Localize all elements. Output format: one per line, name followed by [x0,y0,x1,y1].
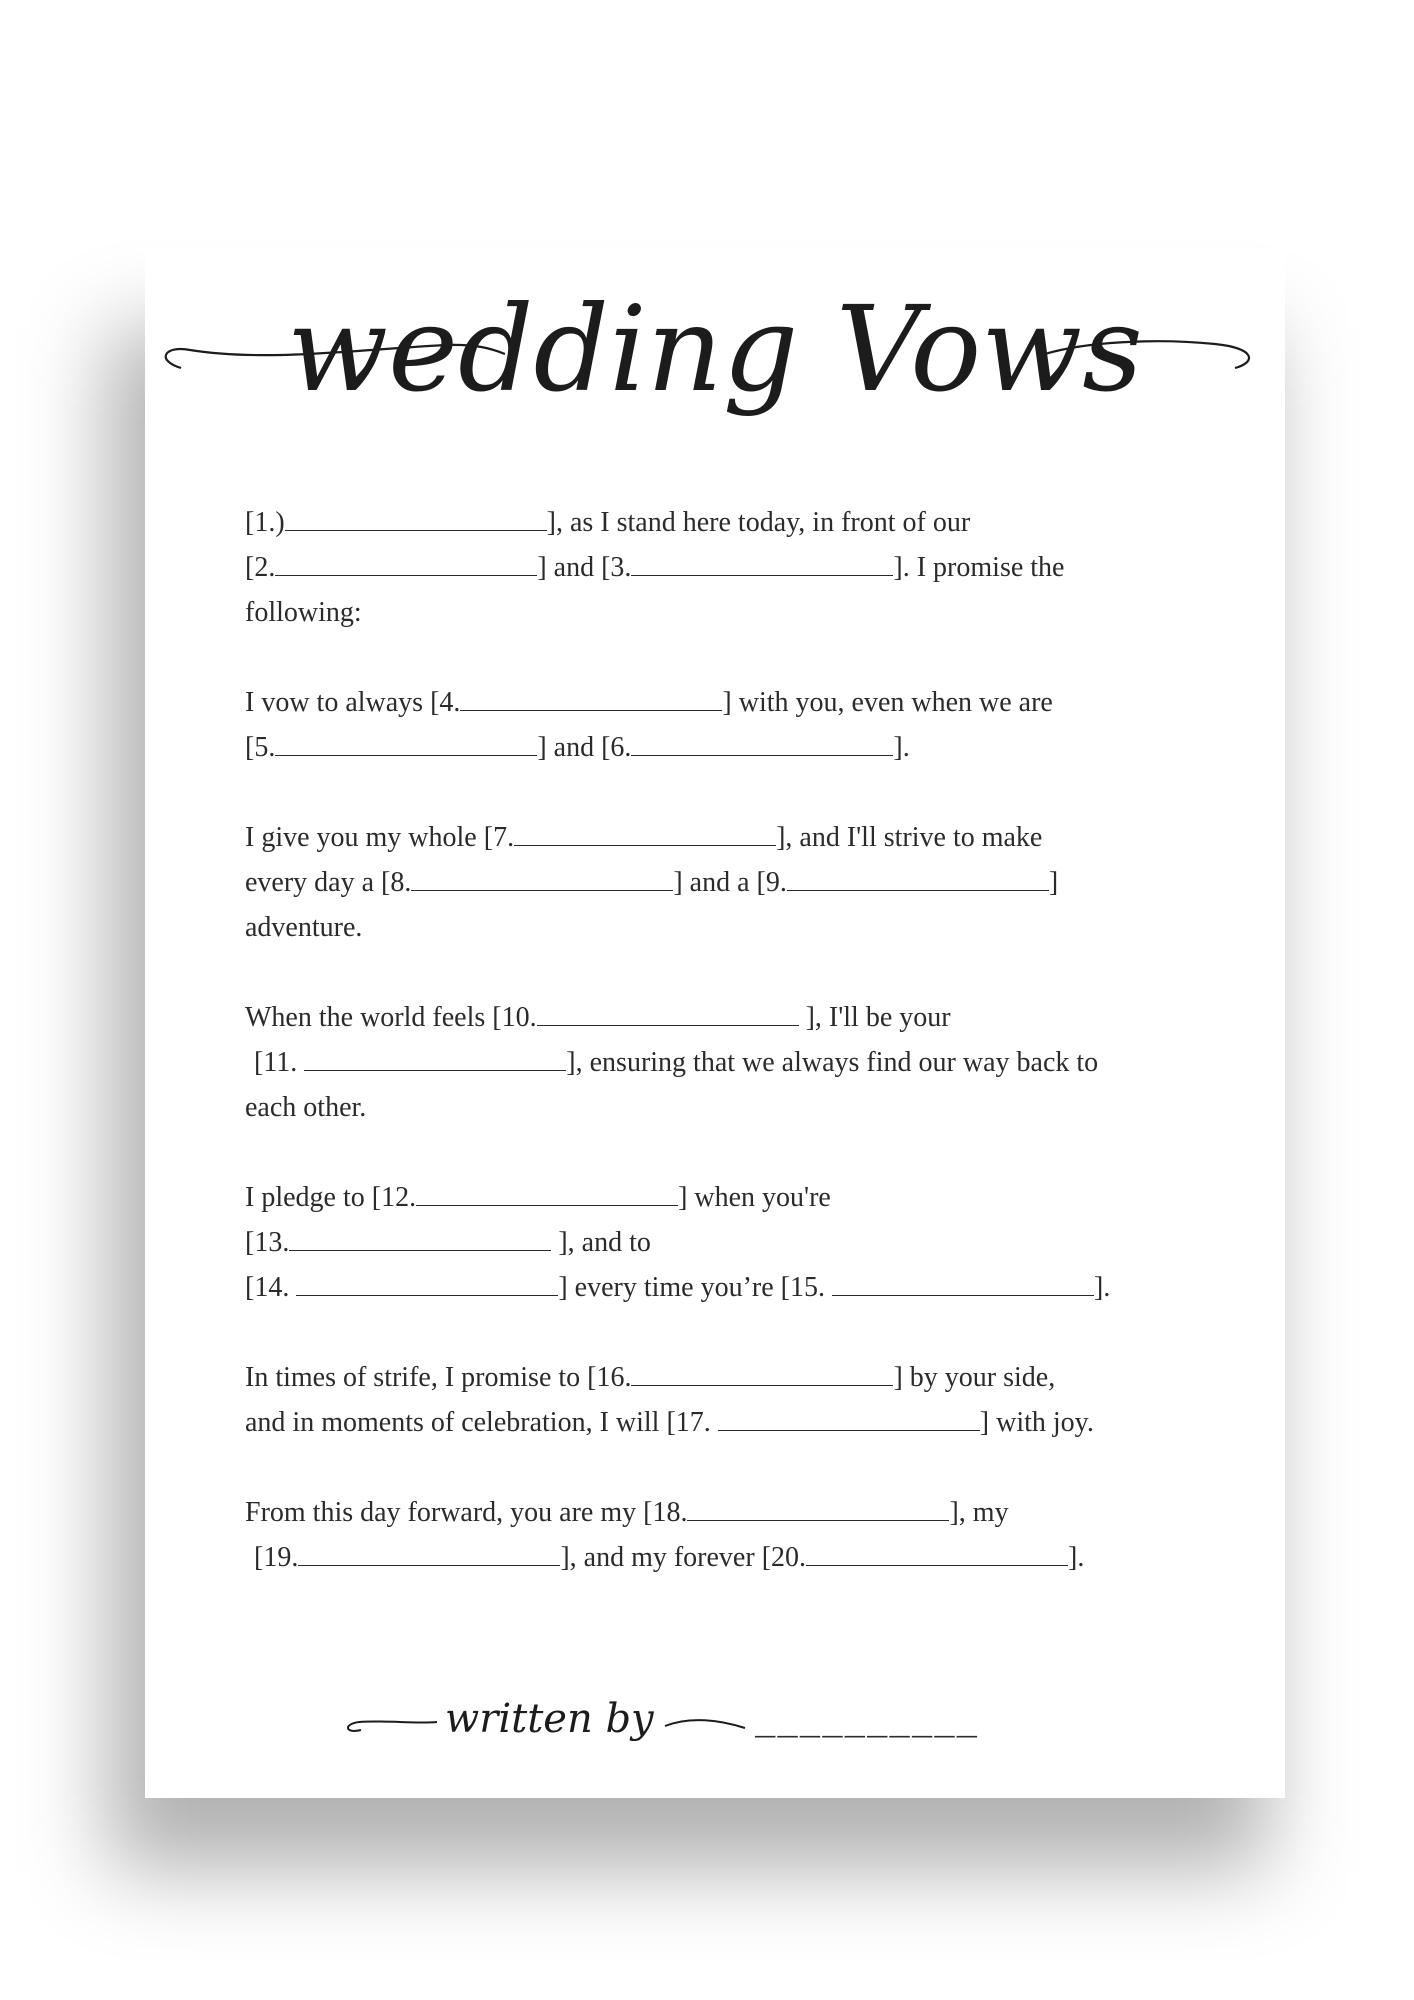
line-text: every day a [8. [245,867,412,898]
line-text: ]. [1068,1542,1085,1573]
signature-swash-left [348,1721,437,1731]
line-text: ] and [3. [537,552,632,583]
line-text: [2. [245,552,276,583]
line-text: When the world feels [10. [245,1002,537,1033]
line-text: ] with you, even when we are [722,687,1053,718]
line-text: ], I'll be your [798,1002,951,1033]
line-text: and in moments of celebration, I will [17. [245,1407,718,1438]
vow-sheet [145,250,1285,1798]
line-text: ]. [893,732,910,763]
line-text: ] by your side, [893,1362,1056,1393]
line-text: ] [1048,867,1059,898]
line-text: ] when you're [678,1182,831,1213]
line-text: ]. I promise the [893,552,1065,583]
line-text: adventure. [245,912,363,943]
line-text: ], my [949,1497,1009,1528]
line-text: [1.) [245,507,285,538]
line-text: I give you my whole [7. [245,822,515,853]
line-text: In times of strife, I promise to [16. [245,1362,632,1393]
line-text: ], and to [551,1227,651,1258]
line-text: [19. [254,1542,299,1573]
signature-block [145,250,1285,1798]
line-text: ], ensuring that we always find our way back to [566,1047,1099,1078]
signature-swash-right [665,1720,745,1728]
line-text: each other. [245,1092,367,1123]
line-text: ] and [6. [537,732,632,763]
line-text: [11. [254,1047,305,1078]
line-text: ], as I stand here today, in front of our [546,507,971,538]
line-text: ] every time you’re [15. [558,1272,832,1303]
line-text: [13. [245,1227,290,1258]
line-text: I pledge to [12. [245,1182,417,1213]
signature-line[interactable]: __________ [755,1707,980,1745]
line-text: [14. [245,1272,297,1303]
line-text: [5. [245,732,276,763]
line-text: following: [245,597,362,628]
line-text: From this day forward, you are my [18. [245,1497,688,1528]
line-text: I vow to always [4. [245,687,461,718]
line-text: ], and my forever [20. [560,1542,807,1573]
line-text: ] with joy. [979,1407,1094,1438]
line-text: ]. [1094,1272,1111,1303]
signature-label: written by [445,1696,654,1742]
line-text: ] and a [9. [673,867,787,898]
line-text: ], and I'll strive to make [776,822,1043,853]
page-title: wedding Vows [287,280,1143,418]
